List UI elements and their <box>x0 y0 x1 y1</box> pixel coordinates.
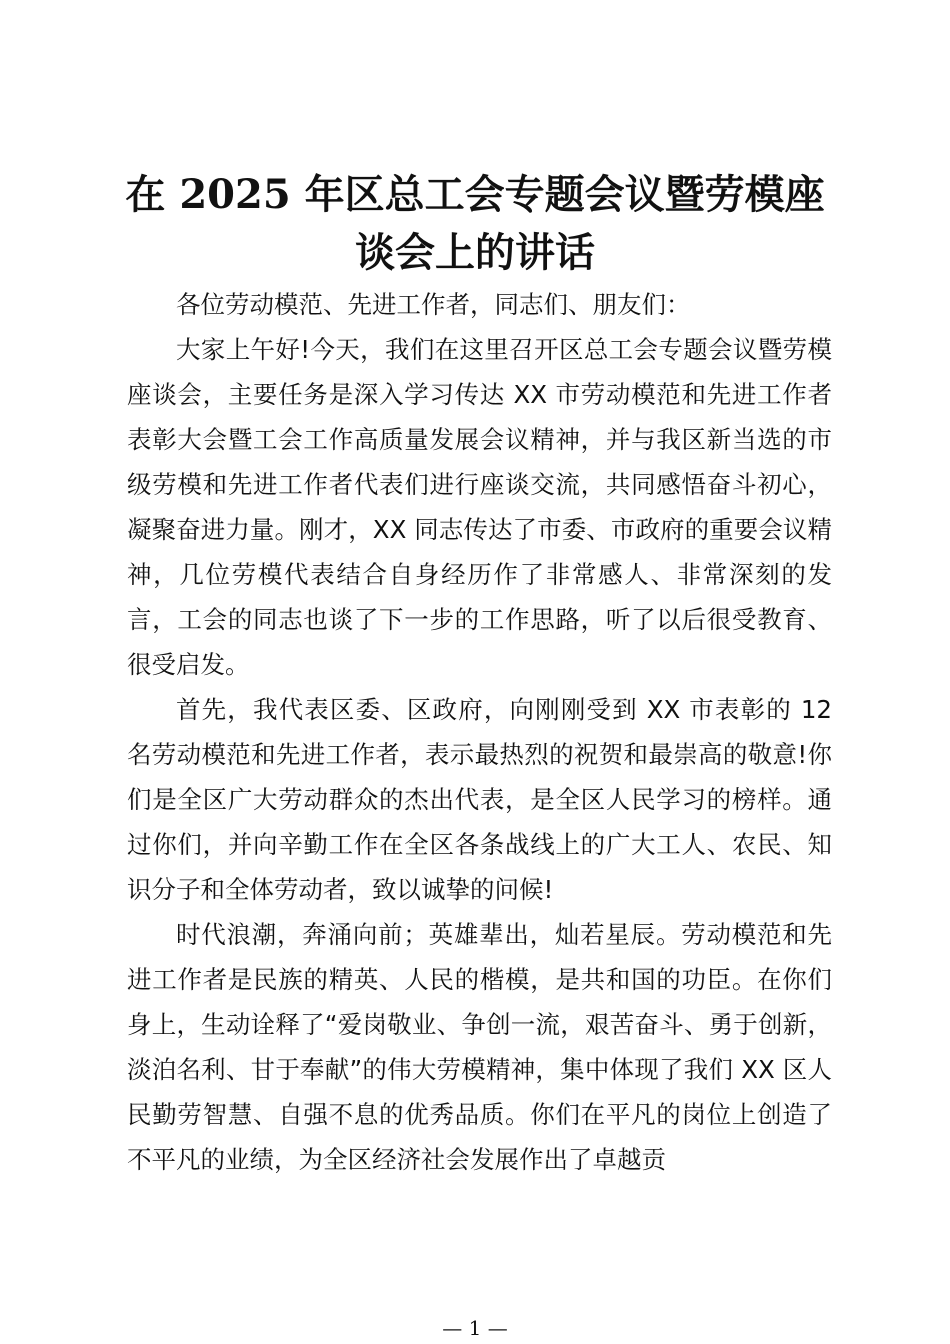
title-line-1: 在 2025 年区总工会专题会议暨劳模座 <box>125 171 825 218</box>
page-number: — 1 — <box>442 1316 508 1340</box>
document-title <box>110 166 840 282</box>
salutation-paragraph: 各位劳动模范、先进工作者，同志们、朋友们： <box>176 290 691 319</box>
body-paragraph: 时代浪潮，奔涌向前；英雄辈出，灿若星辰。劳动模范和先进工作者是民族的精英、人民的楷模，是共和国的功臣。在你们身上，生动诠释了“爱岗敬业、争创一流，艰苦奋斗、勇于创新，淡泊名利、甘于奉献”的伟大劳模精神，集中体现了我们 XX 区人民勤劳智慧、自强不息的优秀品质。你们在平凡的岗位上创造了不平凡的业绩，为全区经济社会发展作出了卓越贡 <box>127 920 832 1174</box>
body-paragraph: 大家上午好!今天，我们在这里召开区总工会专题会议暨劳模座谈会，主要任务是深入学习传达 XX 市劳动模范和先进工作者表彰大会暨工会工作高质量发展会议精神，并与我区新当选的市级劳模和先进工作者代表们进行座谈交流，共同感悟奋斗初心，凝聚奋进力量。刚才，XX 同志传达了市委、市政府的重要会议精神，几位劳模代表结合自身经历作了非常感人、非常深刻的发言，工会的同志也谈了下一步的工作思路，听了以后很受教育、很受启发。 <box>127 335 832 679</box>
title-line-2: 谈会上的讲话 <box>355 229 595 276</box>
body-paragraph: 首先，我代表区委、区政府，向刚刚受到 XX 市表彰的 12 名劳动模范和先进工作者，表示最热烈的祝贺和最崇高的敬意!你们是全区广大劳动群众的杰出代表，是全区人民学习的榜样。通过你们，并向辛勤工作在全区各条战线上的广大工人、农民、知识分子和全体劳动者，致以诚挚的问候! <box>127 695 832 904</box>
document-body <box>127 282 832 1182</box>
